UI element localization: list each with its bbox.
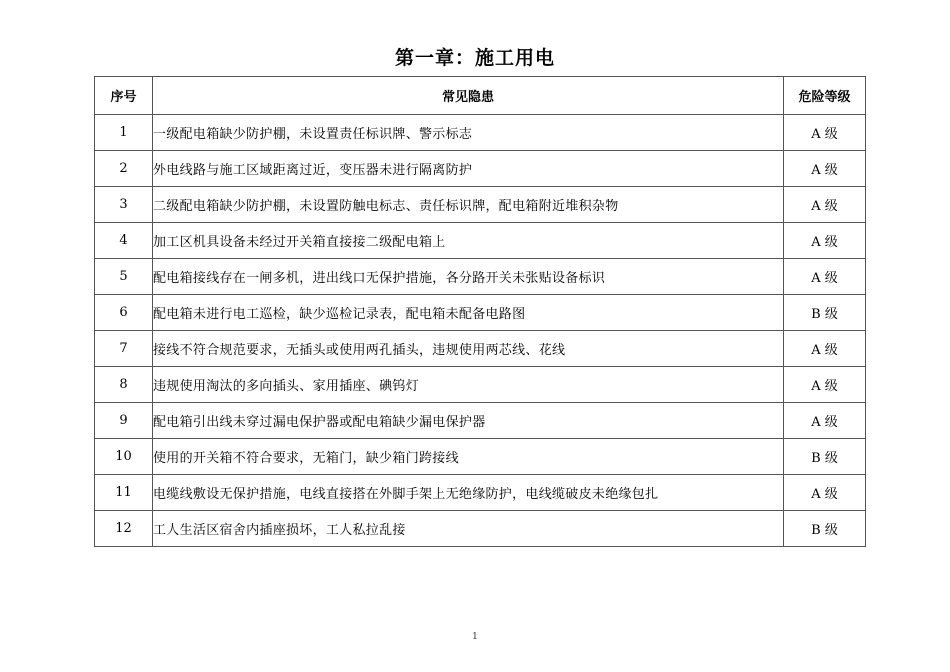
row-number: 2 — [95, 151, 153, 187]
row-level: A 级 — [784, 331, 866, 367]
table-row — [95, 439, 866, 475]
row-number: 4 — [95, 223, 153, 259]
row-hazard: 二级配电箱缺少防护棚，未设置防触电标志、责任标识牌，配电箱附近堆积杂物 — [153, 187, 784, 223]
row-level: A 级 — [784, 115, 866, 151]
row-level: A 级 — [784, 259, 866, 295]
page-number: 1 — [472, 632, 478, 642]
row-level: A 级 — [784, 403, 866, 439]
table-row — [95, 151, 866, 187]
table-row — [95, 367, 866, 403]
header-no: 序号 — [95, 77, 153, 115]
row-number: 1 — [95, 115, 153, 151]
row-level: A 级 — [784, 475, 866, 511]
row-level: A 级 — [784, 223, 866, 259]
table-row — [95, 115, 866, 151]
row-hazard: 配电箱引出线未穿过漏电保护器或配电箱缺少漏电保护器 — [153, 403, 784, 439]
row-hazard: 加工区机具设备未经过开关箱直接接二级配电箱上 — [153, 223, 784, 259]
row-hazard: 工人生活区宿舍内插座损坏，工人私拉乱接 — [153, 511, 784, 547]
row-level: A 级 — [784, 367, 866, 403]
table-row — [95, 223, 866, 259]
page-title: 第一章：施工用电 — [394, 47, 555, 69]
row-level: A 级 — [784, 151, 866, 187]
row-level: B 级 — [784, 295, 866, 331]
row-hazard: 一级配电箱缺少防护棚，未设置责任标识牌、警示标志 — [153, 115, 784, 151]
row-hazard: 配电箱未进行电工巡检，缺少巡检记录表，配电箱未配备电路图 — [153, 295, 784, 331]
table-row — [95, 295, 866, 331]
row-number: 6 — [95, 295, 153, 331]
row-level: A 级 — [784, 187, 866, 223]
row-number: 9 — [95, 403, 153, 439]
table-row — [95, 259, 866, 295]
row-hazard: 接线不符合规范要求，无插头或使用两孔插头，违规使用两芯线、花线 — [153, 331, 784, 367]
row-hazard: 电缆线敷设无保护措施，电线直接搭在外脚手架上无绝缘防护，电线缆破皮未绝缘包扎 — [153, 475, 784, 511]
row-hazard: 外电线路与施工区域距离过近，变压器未进行隔离防护 — [153, 151, 784, 187]
row-hazard: 使用的开关箱不符合要求，无箱门，缺少箱门跨接线 — [153, 439, 784, 475]
row-number: 8 — [95, 367, 153, 403]
table-row — [95, 331, 866, 367]
header-level: 危险等级 — [784, 77, 866, 115]
row-number: 12 — [95, 511, 153, 547]
row-number: 7 — [95, 331, 153, 367]
header-hazard: 常见隐患 — [153, 77, 784, 115]
row-level: B 级 — [784, 511, 866, 547]
hazard-table — [94, 76, 866, 547]
row-number: 10 — [95, 439, 153, 475]
table-row — [95, 187, 866, 223]
row-number: 3 — [95, 187, 153, 223]
table-row — [95, 511, 866, 547]
row-hazard: 违规使用淘汰的多向插头、家用插座、碘钨灯 — [153, 367, 784, 403]
table-row — [95, 475, 866, 511]
table-row — [95, 403, 866, 439]
row-level: B 级 — [784, 439, 866, 475]
row-hazard: 配电箱接线存在一闸多机，进出线口无保护措施，各分路开关未张贴设备标识 — [153, 259, 784, 295]
table-header-row — [95, 77, 866, 115]
row-number: 11 — [95, 475, 153, 511]
row-number: 5 — [95, 259, 153, 295]
